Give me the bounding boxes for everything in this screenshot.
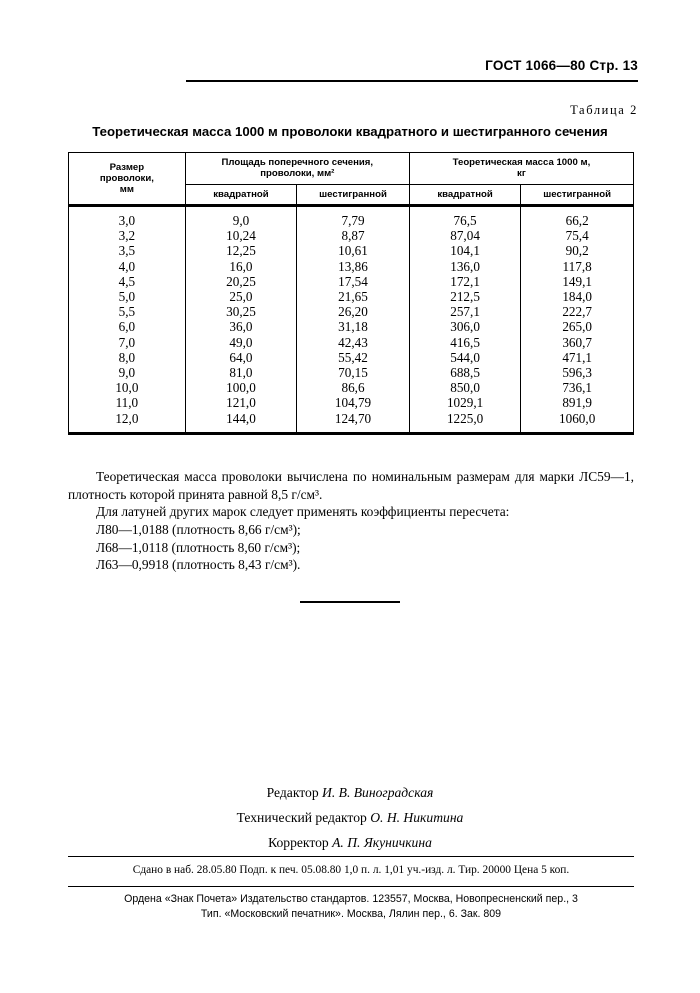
cell-area-hex: 17,54 xyxy=(297,274,410,289)
cell-mass-square: 104,1 xyxy=(409,243,520,258)
cell-area-square: 20,25 xyxy=(185,274,296,289)
table-row xyxy=(69,365,634,380)
cell-area-hex: 21,65 xyxy=(297,289,410,304)
credit-name: А. П. Якуничкина xyxy=(332,835,432,851)
cell-size: 9,0 xyxy=(69,365,186,380)
coefficient-list xyxy=(68,521,634,574)
cell-mass-square: 136,0 xyxy=(409,259,520,274)
cell-mass-hex: 90,2 xyxy=(521,243,634,258)
cell-mass-square: 212,5 xyxy=(409,289,520,304)
credit-technical-editor xyxy=(0,805,700,830)
cell-mass-square: 1225,0 xyxy=(409,411,520,434)
cell-area-hex: 124,70 xyxy=(297,411,410,434)
cell-size: 7,0 xyxy=(69,335,186,350)
col-header-mass-square: квадратной xyxy=(409,184,520,205)
cell-mass-hex: 75,4 xyxy=(521,228,634,243)
table-body xyxy=(69,205,634,433)
list-item: Л80—1,0188 (плотность 8,66 г/см³); xyxy=(96,522,301,538)
cell-size: 5,0 xyxy=(69,289,186,304)
table-title: Теоретическая масса 1000 м проволоки квадратного и шестигранного сечения xyxy=(92,124,608,139)
page-header xyxy=(485,58,638,73)
cell-area-hex: 86,6 xyxy=(297,380,410,395)
cell-size: 11,0 xyxy=(69,395,186,410)
credit-editor xyxy=(0,780,700,805)
col-header-area-group xyxy=(185,153,409,185)
cell-size: 12,0 xyxy=(69,411,186,434)
header-divider xyxy=(186,80,638,82)
table-row xyxy=(69,304,634,319)
cell-mass-square: 850,0 xyxy=(409,380,520,395)
imprint-publisher-block xyxy=(68,892,634,923)
list-item: Л68—1,0118 (плотность 8,60 г/см³); xyxy=(96,539,301,555)
imprint-divider-bottom xyxy=(68,886,634,887)
table-row xyxy=(69,259,634,274)
cell-area-hex: 104,79 xyxy=(297,395,410,410)
cell-area-hex: 70,15 xyxy=(297,365,410,380)
cell-size: 3,0 xyxy=(69,205,186,228)
cell-area-hex: 13,86 xyxy=(297,259,410,274)
table-row xyxy=(69,335,634,350)
cell-area-square: 121,0 xyxy=(185,395,296,410)
cell-area-square: 49,0 xyxy=(185,335,296,350)
cell-area-hex: 26,20 xyxy=(297,304,410,319)
cell-mass-square: 688,5 xyxy=(409,365,520,380)
col-header-mass-group xyxy=(409,153,633,185)
cell-area-square: 30,25 xyxy=(185,304,296,319)
col-header-size xyxy=(69,153,186,206)
table-row xyxy=(69,243,634,258)
credit-role: Редактор xyxy=(266,785,319,800)
col-header-area-square: квадратной xyxy=(185,184,296,205)
credit-role: Технический редактор xyxy=(236,810,367,826)
credit-name: И. В. Виноградская xyxy=(322,785,434,800)
note-paragraph-2: Для латуней других марок следует применять коэффициенты пересчета: xyxy=(96,504,510,520)
cell-mass-hex: 265,0 xyxy=(521,319,634,334)
col-header-area-line2: проволоки, мм² xyxy=(260,168,335,180)
standard-number: ГОСТ 1066—80 xyxy=(485,58,586,73)
cell-mass-square: 87,04 xyxy=(409,228,520,243)
cell-mass-hex: 66,2 xyxy=(521,205,634,228)
col-header-mass-hex: шестигранной xyxy=(521,184,634,205)
cell-area-hex: 55,42 xyxy=(297,350,410,365)
table-row xyxy=(69,319,634,334)
cell-mass-hex: 222,7 xyxy=(521,304,634,319)
cell-mass-square: 306,0 xyxy=(409,319,520,334)
imprint-production-line: Сдано в наб. 28.05.80 Подп. к печ. 05.08.80 1,0 п. л. 1,01 уч.-изд. л. Тир. 20000 Цена 5 коп. xyxy=(132,864,570,876)
credits-block xyxy=(0,780,700,855)
col-header-mass-line1: Теоретическая масса 1000 м, xyxy=(452,157,591,168)
section-divider xyxy=(300,601,400,603)
cell-size: 10,0 xyxy=(69,380,186,395)
table-row xyxy=(69,411,634,434)
col-header-area-line1: Площадь поперечного сечения, xyxy=(221,157,374,168)
imprint-divider-top xyxy=(68,856,634,857)
col-header-size-line2: проволоки, xyxy=(99,172,154,184)
note-paragraph-1: Теоретическая масса проволоки вычислена по номинальным размерам для марки ЛС59—1, плотность которой принята равной 8,5 г/см³. xyxy=(68,469,634,502)
cell-mass-square: 416,5 xyxy=(409,335,520,350)
notes-section xyxy=(68,468,634,574)
cell-area-square: 9,0 xyxy=(185,205,296,228)
mass-table-wrapper xyxy=(68,152,634,435)
col-header-size-line3: мм xyxy=(119,184,134,196)
table-row xyxy=(69,350,634,365)
cell-area-hex: 8,87 xyxy=(297,228,410,243)
credit-corrector xyxy=(0,830,700,855)
credit-role: Корректор xyxy=(268,835,329,851)
table-row xyxy=(69,274,634,289)
cell-mass-hex: 360,7 xyxy=(521,335,634,350)
cell-mass-hex: 117,8 xyxy=(521,259,634,274)
imprint-publisher: Ордена «Знак Почета» Издательство стандартов. 123557, Москва, Новопресненский пер., 3 xyxy=(124,893,578,905)
cell-mass-hex: 184,0 xyxy=(521,289,634,304)
col-header-mass-line2: кг xyxy=(517,168,526,180)
cell-size: 5,5 xyxy=(69,304,186,319)
cell-size: 6,0 xyxy=(69,319,186,334)
cell-area-square: 144,0 xyxy=(185,411,296,434)
cell-size: 3,2 xyxy=(69,228,186,243)
cell-area-hex: 31,18 xyxy=(297,319,410,334)
cell-area-square: 10,24 xyxy=(185,228,296,243)
page-number: Стр. 13 xyxy=(589,58,638,73)
cell-area-square: 100,0 xyxy=(185,380,296,395)
table-row xyxy=(69,205,634,228)
cell-mass-hex: 1060,0 xyxy=(521,411,634,434)
cell-area-square: 64,0 xyxy=(185,350,296,365)
credit-name: О. Н. Никитина xyxy=(370,810,464,826)
cell-area-hex: 42,43 xyxy=(297,335,410,350)
cell-mass-hex: 596,3 xyxy=(521,365,634,380)
cell-area-square: 16,0 xyxy=(185,259,296,274)
cell-mass-square: 172,1 xyxy=(409,274,520,289)
cell-mass-hex: 891,9 xyxy=(521,395,634,410)
cell-mass-square: 1029,1 xyxy=(409,395,520,410)
cell-area-hex: 7,79 xyxy=(297,205,410,228)
cell-area-square: 25,0 xyxy=(185,289,296,304)
cell-mass-square: 544,0 xyxy=(409,350,520,365)
cell-mass-hex: 736,1 xyxy=(521,380,634,395)
cell-mass-hex: 149,1 xyxy=(521,274,634,289)
table-head xyxy=(69,153,634,206)
cell-size: 8,0 xyxy=(69,350,186,365)
table-row xyxy=(69,289,634,304)
cell-mass-square: 76,5 xyxy=(409,205,520,228)
list-item: Л63—0,9918 (плотность 8,43 г/см³). xyxy=(96,557,301,573)
mass-table xyxy=(68,152,634,435)
table-row xyxy=(69,395,634,410)
cell-area-square: 36,0 xyxy=(185,319,296,334)
cell-mass-square: 257,1 xyxy=(409,304,520,319)
col-header-size-line1: Размер xyxy=(109,161,145,173)
table-head-row-groups xyxy=(69,153,634,185)
cell-area-square: 12,25 xyxy=(185,243,296,258)
imprint-printer: Тип. «Московский печатник». Москва, Лялин пер., 6. Зак. 809 xyxy=(200,908,502,921)
cell-size: 4,0 xyxy=(69,259,186,274)
cell-area-hex: 10,61 xyxy=(297,243,410,258)
cell-size: 4,5 xyxy=(69,274,186,289)
cell-area-square: 81,0 xyxy=(185,365,296,380)
cell-mass-hex: 471,1 xyxy=(521,350,634,365)
cell-size: 3,5 xyxy=(69,243,186,258)
col-header-area-hex: шестигранной xyxy=(297,184,410,205)
table-label: Таблица 2 xyxy=(570,103,638,117)
table-row xyxy=(69,380,634,395)
table-row xyxy=(69,228,634,243)
